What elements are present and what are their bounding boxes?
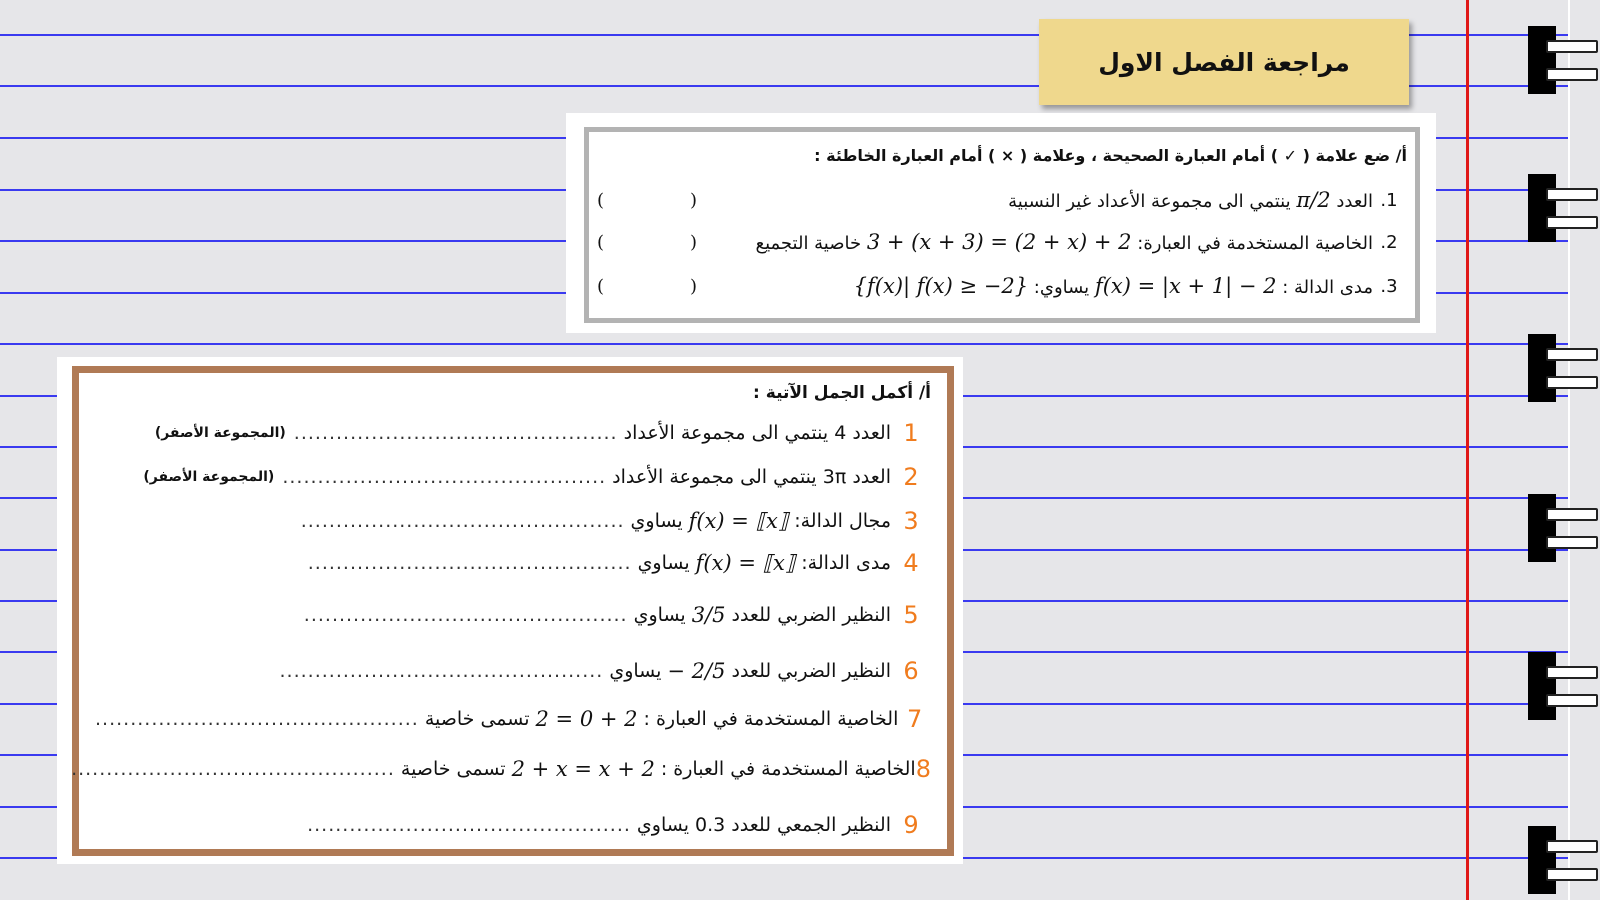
item-math: π/2 bbox=[1296, 188, 1331, 212]
item-text: العدد bbox=[1336, 191, 1373, 212]
item-text: النظير الجمعي للعدد 0.3 يساوي bbox=[636, 814, 891, 836]
item-math: f(x) = ⟦x⟧ bbox=[688, 509, 789, 533]
fill-blank-item bbox=[95, 457, 931, 497]
true-false-instruction: أ/ ضع علامة ( ✓ ) أمام العبارة الصحيحة ، وعلامة ( × ) أمام العبارة الخاطئة : bbox=[814, 146, 1407, 165]
item-math: 2 = 0 + 2 bbox=[535, 707, 638, 731]
item-number: 3. bbox=[1380, 275, 1398, 297]
item-math-range: {f(x)| f(x) ≥ −2} bbox=[853, 274, 1029, 298]
item-number: 4 bbox=[903, 549, 919, 577]
answer-blank[interactable]: .............................................. bbox=[71, 758, 395, 780]
page-title: مراجعة الفصل الاول bbox=[1039, 19, 1409, 105]
item-number: 2. bbox=[1380, 231, 1398, 253]
item-tail: تسمى خاصية bbox=[424, 708, 530, 730]
answer-blank[interactable]: .............................................. bbox=[300, 510, 625, 532]
fill-blank-item bbox=[95, 651, 931, 691]
item-text: الخاصية المستخدمة في العبارة: bbox=[1137, 233, 1373, 254]
true-false-item bbox=[597, 184, 1405, 216]
item-tail: تسمى خاصية bbox=[400, 758, 506, 780]
binder-ring bbox=[1528, 652, 1556, 720]
true-false-card bbox=[566, 113, 1436, 333]
true-false-item bbox=[597, 226, 1405, 258]
fill-blank-item bbox=[95, 699, 931, 739]
item-text: مدى الدالة: bbox=[801, 552, 891, 574]
item-statement bbox=[697, 230, 1373, 254]
binder-ring bbox=[1528, 174, 1556, 242]
item-number: 1 bbox=[903, 419, 919, 447]
item-math: 3/5 bbox=[691, 603, 726, 627]
fill-blank-item bbox=[71, 749, 931, 789]
fill-blank-frame bbox=[72, 366, 954, 856]
item-tail: يساوي bbox=[630, 510, 683, 532]
item-tail: ينتمي الى مجموعة الأعداد غير النسبية bbox=[1008, 191, 1291, 212]
item-math: f(x) = ⟦x⟧ bbox=[695, 551, 796, 575]
item-number: 9 bbox=[903, 811, 919, 839]
item-tail: خاصية التجميع bbox=[755, 233, 862, 254]
true-false-frame bbox=[584, 127, 1420, 323]
fill-blank-item bbox=[95, 413, 931, 453]
item-number: 6 bbox=[903, 657, 919, 685]
answer-blank[interactable]: .............................................. bbox=[307, 814, 631, 836]
item-tail: يساوي bbox=[609, 660, 662, 682]
item-number: 8 bbox=[915, 755, 931, 783]
answer-blank[interactable]: .............................................. bbox=[303, 604, 628, 626]
item-text: العدد 4 ينتمي الى مجموعة الأعداد bbox=[623, 422, 891, 444]
fill-blank-item bbox=[95, 805, 931, 845]
true-false-item bbox=[597, 270, 1405, 302]
item-number: 1. bbox=[1380, 189, 1398, 211]
binder-ring bbox=[1528, 26, 1556, 94]
item-statement bbox=[697, 188, 1373, 212]
item-math: 2 + x = x + 2 bbox=[511, 757, 655, 781]
binder-edge bbox=[1568, 0, 1570, 900]
open-paren: ( bbox=[597, 275, 605, 297]
item-text: النظير الضربي للعدد bbox=[731, 660, 891, 682]
answer-blank[interactable]: .............................................. bbox=[95, 708, 419, 730]
binder-ring bbox=[1528, 826, 1556, 894]
fill-blank-item bbox=[95, 501, 931, 541]
answer-parens[interactable] bbox=[597, 232, 697, 253]
item-math: f(x) = |x + 1| − 2 bbox=[1094, 274, 1277, 298]
answer-blank[interactable]: .............................................. bbox=[293, 422, 618, 444]
fill-blank-item bbox=[95, 543, 931, 583]
item-number: 7 bbox=[907, 705, 923, 733]
item-tail: يساوي bbox=[637, 552, 690, 574]
item-number: 5 bbox=[903, 601, 919, 629]
fill-blank-card bbox=[57, 357, 963, 864]
open-paren: ( bbox=[597, 189, 605, 211]
answer-parens[interactable] bbox=[597, 190, 697, 211]
item-text: الخاصية المستخدمة في العبارة : bbox=[643, 708, 899, 730]
answer-blank[interactable]: .............................................. bbox=[282, 466, 607, 488]
item-text: الخاصية المستخدمة في العبارة : bbox=[660, 758, 916, 780]
binder-ring bbox=[1528, 334, 1556, 402]
close-paren: ) bbox=[689, 275, 697, 297]
answer-blank[interactable]: .............................................. bbox=[279, 660, 604, 682]
answer-parens[interactable] bbox=[597, 276, 697, 297]
item-text: النظير الضربي للعدد bbox=[731, 604, 891, 626]
item-statement bbox=[697, 274, 1373, 298]
close-paren: ) bbox=[689, 189, 697, 211]
answer-blank[interactable]: .............................................. bbox=[307, 552, 632, 574]
item-hint: (المجموعة الأصفر) bbox=[143, 469, 275, 485]
item-tail: يساوي bbox=[633, 604, 686, 626]
fill-blank-item bbox=[95, 595, 931, 635]
item-number: 3 bbox=[903, 507, 919, 535]
close-paren: ) bbox=[689, 231, 697, 253]
item-hint: (المجموعة الأصفر) bbox=[154, 425, 286, 441]
item-math: − 2/5 bbox=[667, 659, 726, 683]
item-number: 2 bbox=[903, 463, 919, 491]
item-math: 3 + (x + 3) = (2 + x) + 2 bbox=[866, 230, 1132, 254]
ruled-line bbox=[0, 343, 1568, 345]
binder-ring bbox=[1528, 494, 1556, 562]
fill-blank-instruction: أ/ أكمل الجمل الآتية : bbox=[753, 383, 931, 403]
open-paren: ( bbox=[597, 231, 605, 253]
item-text: مجال الدالة: bbox=[794, 510, 891, 532]
item-text: مدى الدالة : bbox=[1282, 277, 1373, 298]
item-text: العدد 3π ينتمي الى مجموعة الأعداد bbox=[612, 466, 891, 488]
margin-line bbox=[1466, 0, 1469, 900]
item-tail: يساوي: bbox=[1033, 277, 1090, 298]
